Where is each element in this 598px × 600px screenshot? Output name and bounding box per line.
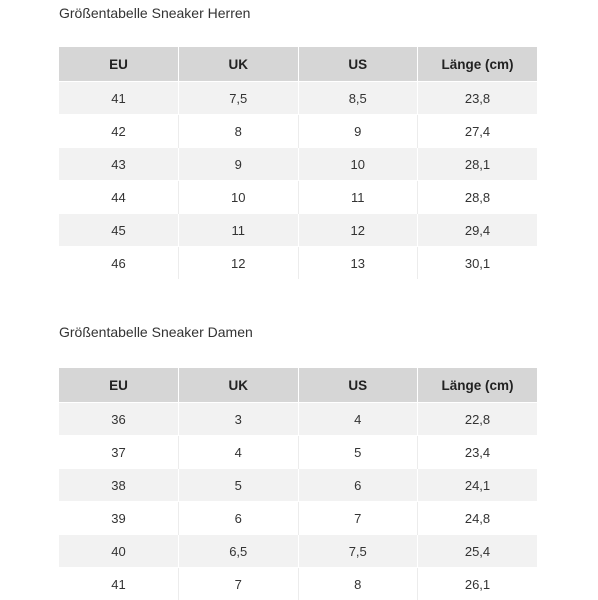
cell-uk: 12 [179, 247, 299, 280]
column-header-eu: EU [59, 47, 179, 82]
size-table-women [59, 368, 537, 600]
table-row [59, 568, 537, 600]
cell-us: 5 [298, 436, 418, 469]
size-table-men [59, 47, 537, 279]
column-header-uk: UK [179, 47, 299, 82]
size-chart-men [59, 0, 537, 279]
column-header-us: US [298, 368, 418, 403]
cell-uk: 7,5 [179, 82, 299, 115]
cell-us: 13 [298, 247, 418, 280]
table-row [59, 214, 537, 247]
table-row [59, 148, 537, 181]
cell-uk: 8 [179, 115, 299, 148]
table-row [59, 247, 537, 280]
cell-length: 22,8 [418, 403, 538, 436]
column-header-us: US [298, 47, 418, 82]
cell-uk: 6,5 [179, 535, 299, 568]
size-chart-women-title: Größentabelle Sneaker Damen [59, 321, 537, 343]
cell-us: 7 [298, 502, 418, 535]
table-header-row [59, 368, 537, 403]
table-row [59, 115, 537, 148]
size-chart-men-title: Größentabelle Sneaker Herren [59, 2, 537, 24]
cell-eu: 41 [59, 568, 179, 600]
cell-length: 25,4 [418, 535, 538, 568]
cell-eu: 40 [59, 535, 179, 568]
cell-eu: 39 [59, 502, 179, 535]
cell-eu: 37 [59, 436, 179, 469]
cell-length: 26,1 [418, 568, 538, 600]
cell-us: 11 [298, 181, 418, 214]
table-row [59, 181, 537, 214]
cell-length: 24,8 [418, 502, 538, 535]
table-row [59, 502, 537, 535]
column-header-eu: EU [59, 368, 179, 403]
table-row [59, 436, 537, 469]
cell-uk: 10 [179, 181, 299, 214]
cell-us: 8 [298, 568, 418, 600]
cell-uk: 3 [179, 403, 299, 436]
cell-us: 9 [298, 115, 418, 148]
cell-length: 23,8 [418, 82, 538, 115]
cell-uk: 11 [179, 214, 299, 247]
cell-eu: 43 [59, 148, 179, 181]
cell-uk: 7 [179, 568, 299, 600]
cell-us: 8,5 [298, 82, 418, 115]
table-row [59, 403, 537, 436]
column-header-length: Länge (cm) [418, 368, 538, 403]
cell-uk: 5 [179, 469, 299, 502]
cell-length: 28,8 [418, 181, 538, 214]
column-header-length: Länge (cm) [418, 47, 538, 82]
table-row [59, 82, 537, 115]
cell-eu: 38 [59, 469, 179, 502]
cell-us: 12 [298, 214, 418, 247]
cell-us: 4 [298, 403, 418, 436]
cell-length: 24,1 [418, 469, 538, 502]
table-row [59, 535, 537, 568]
cell-uk: 6 [179, 502, 299, 535]
cell-length: 27,4 [418, 115, 538, 148]
cell-us: 7,5 [298, 535, 418, 568]
cell-length: 30,1 [418, 247, 538, 280]
cell-eu: 42 [59, 115, 179, 148]
cell-length: 23,4 [418, 436, 538, 469]
table-row [59, 469, 537, 502]
cell-eu: 45 [59, 214, 179, 247]
cell-length: 28,1 [418, 148, 538, 181]
cell-eu: 46 [59, 247, 179, 280]
column-header-uk: UK [179, 368, 299, 403]
table-header-row [59, 47, 537, 82]
cell-us: 10 [298, 148, 418, 181]
cell-us: 6 [298, 469, 418, 502]
cell-eu: 41 [59, 82, 179, 115]
cell-uk: 9 [179, 148, 299, 181]
cell-uk: 4 [179, 436, 299, 469]
cell-length: 29,4 [418, 214, 538, 247]
cell-eu: 36 [59, 403, 179, 436]
cell-eu: 44 [59, 181, 179, 214]
size-chart-women [59, 321, 537, 600]
